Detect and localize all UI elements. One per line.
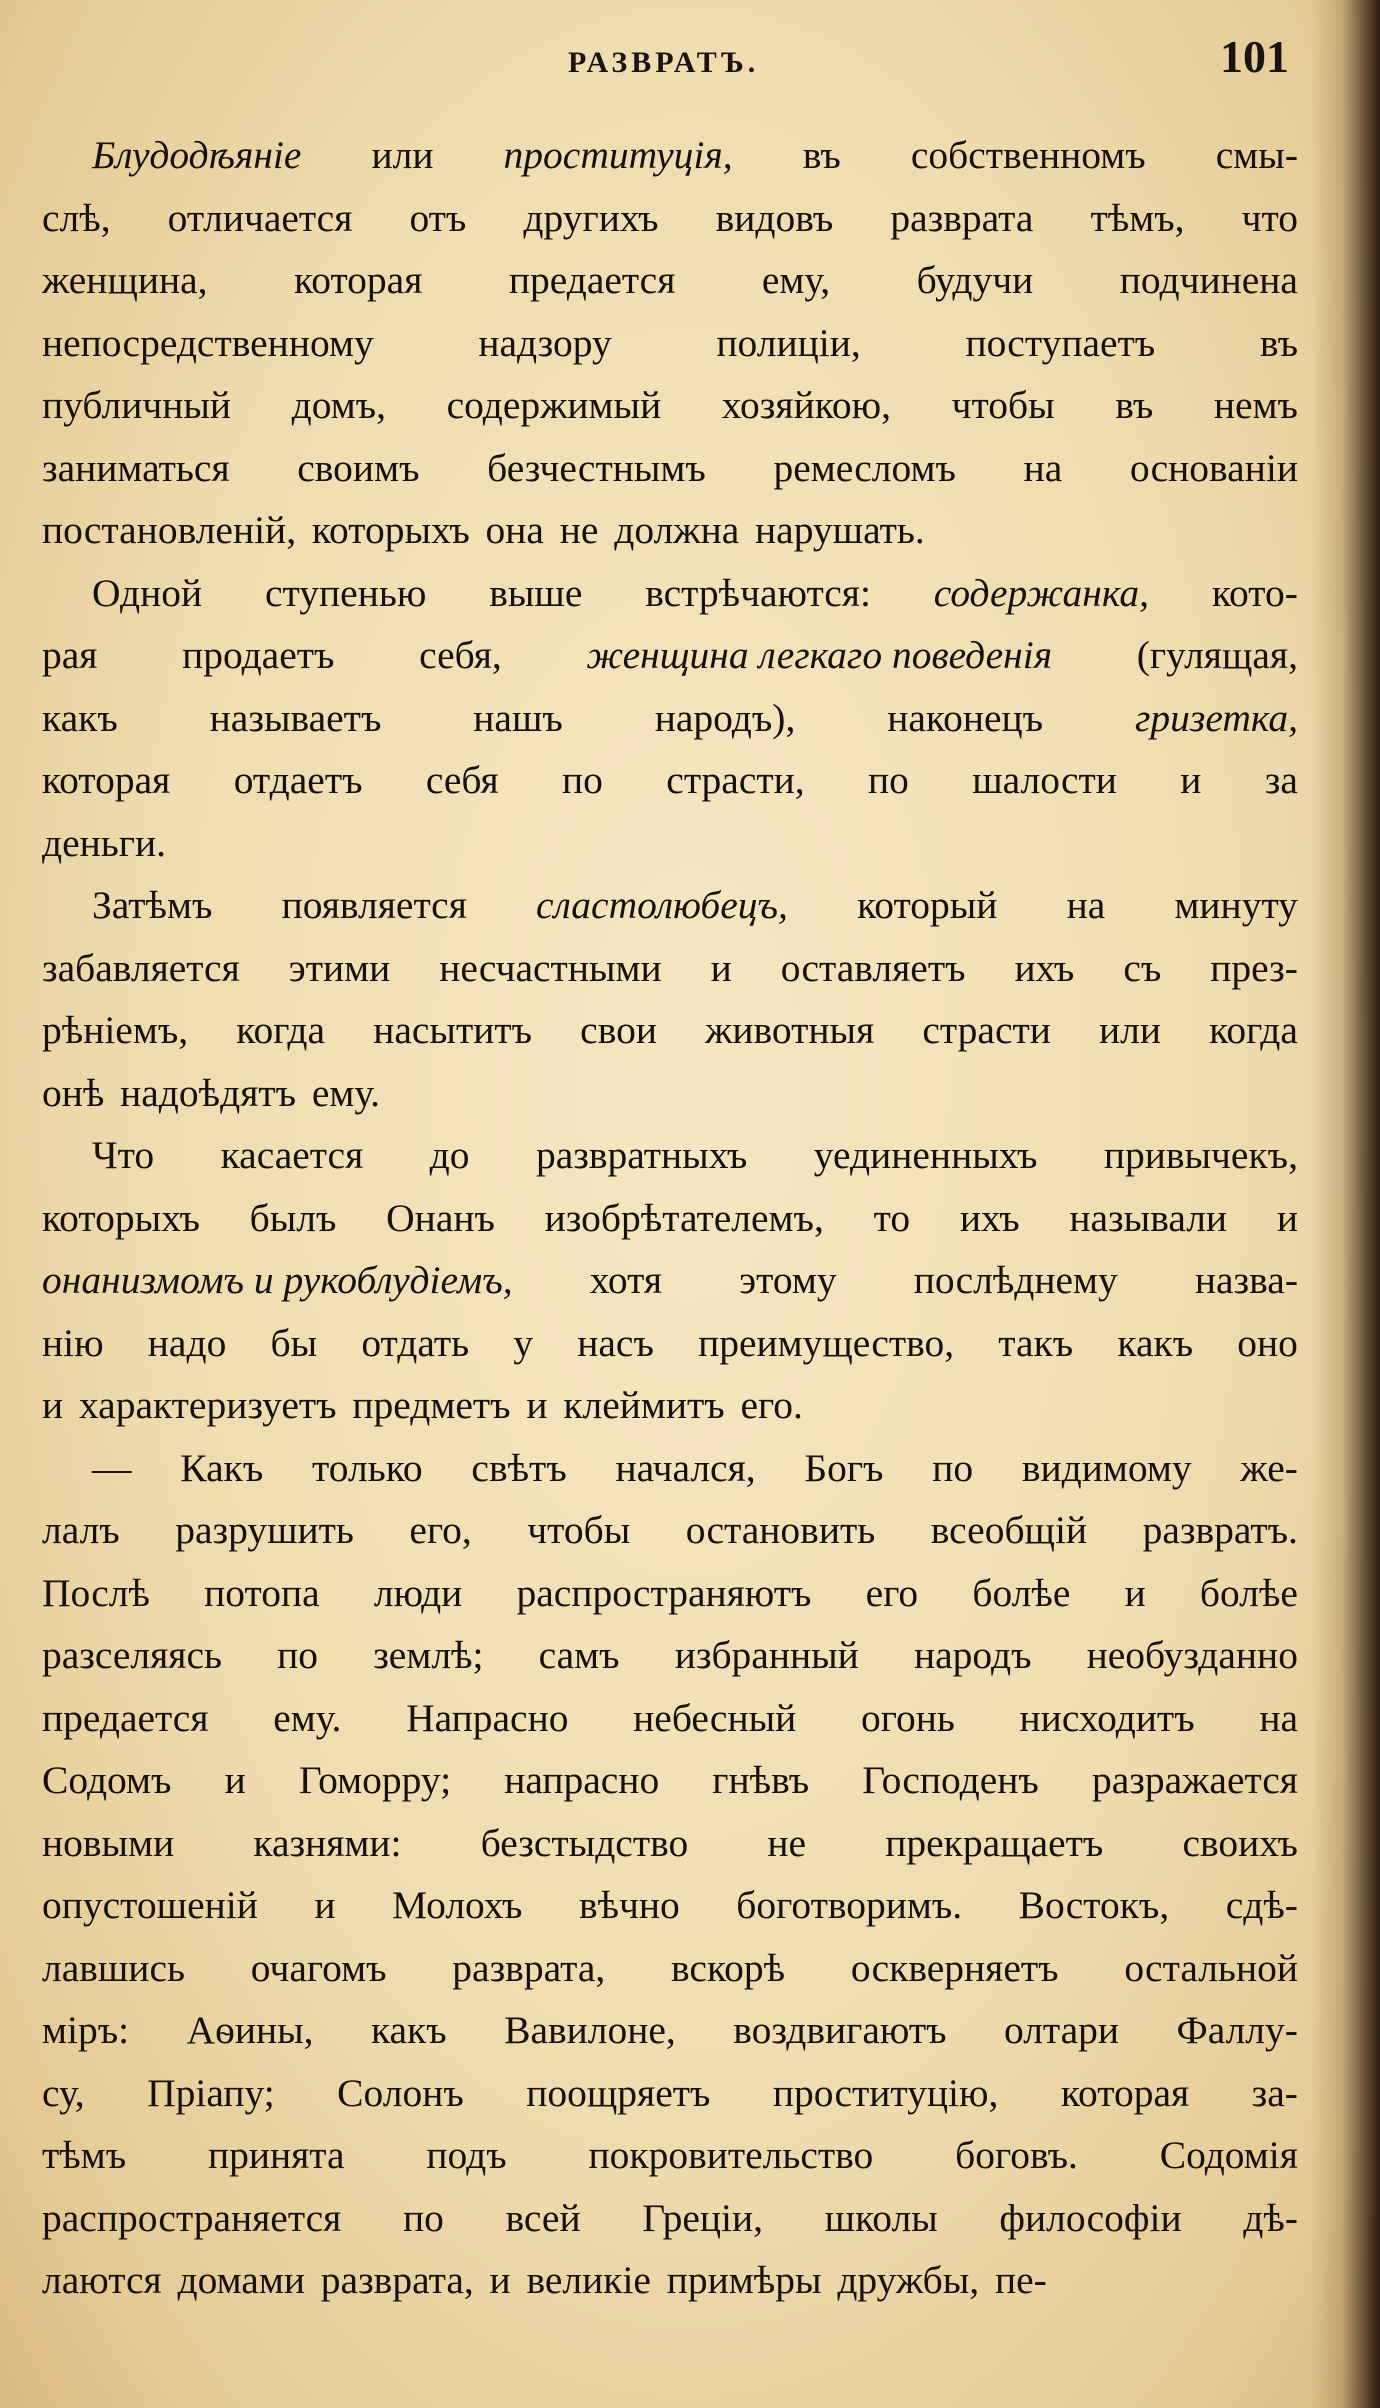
word: распространяютъ bbox=[516, 1570, 812, 1615]
word: напрасно bbox=[504, 1758, 660, 1802]
word: Послѣ bbox=[42, 1570, 150, 1615]
word: хозяйкою, bbox=[721, 383, 892, 427]
text-line bbox=[42, 2249, 1298, 2312]
word: должна bbox=[614, 508, 740, 552]
paragraph bbox=[42, 562, 1298, 875]
word: по bbox=[277, 1633, 319, 1677]
word: преимущество, bbox=[698, 1320, 955, 1365]
word: какъ bbox=[1117, 1320, 1194, 1365]
word: ему. bbox=[273, 1695, 342, 1740]
word: люди bbox=[373, 1570, 463, 1615]
word: воздвигаютъ bbox=[733, 2008, 947, 2052]
word: предается bbox=[508, 258, 676, 302]
word: его bbox=[865, 1570, 919, 1615]
word: избранный bbox=[674, 1633, 859, 1677]
word: распространяется bbox=[42, 2195, 342, 2240]
paragraph bbox=[42, 124, 1298, 562]
word: публичный bbox=[42, 383, 232, 427]
text-line bbox=[42, 2124, 1298, 2187]
italic-term: сластолюбецъ, bbox=[536, 883, 788, 927]
word: что bbox=[1241, 195, 1298, 240]
text-line bbox=[42, 1437, 1298, 1500]
text-line bbox=[42, 937, 1298, 1000]
text-line bbox=[42, 2187, 1298, 2250]
word: отдаетъ bbox=[233, 758, 363, 802]
word: необузданно bbox=[1086, 1633, 1298, 1677]
word: надо bbox=[147, 1320, 227, 1365]
word: насъ bbox=[577, 1320, 654, 1365]
text-line bbox=[42, 1562, 1298, 1625]
word: уединенныхъ bbox=[813, 1133, 1038, 1177]
word: своимъ bbox=[297, 445, 420, 490]
word: немъ bbox=[1213, 383, 1298, 427]
word: поступаетъ bbox=[965, 320, 1156, 365]
word: Богъ bbox=[804, 1445, 884, 1490]
page-edge-shadow bbox=[1310, 0, 1380, 2408]
word: себя, bbox=[419, 633, 502, 677]
word: своихъ bbox=[1182, 1820, 1298, 1865]
word: тѣмъ, bbox=[1090, 195, 1185, 240]
text-line bbox=[42, 1249, 1298, 1312]
word: ему, bbox=[761, 258, 831, 302]
text-line bbox=[42, 187, 1298, 250]
word: покровительство bbox=[588, 2133, 874, 2177]
word: олтари bbox=[1003, 2008, 1120, 2052]
word: казнями: bbox=[253, 1820, 402, 1865]
italic-term: онанизмомъ и рукоблудіемъ, bbox=[42, 1258, 513, 1302]
word: предметъ bbox=[352, 1383, 511, 1427]
word: през- bbox=[1210, 945, 1298, 990]
word: на bbox=[1066, 883, 1106, 927]
word: Молохъ bbox=[391, 1883, 523, 1927]
word: же- bbox=[1240, 1445, 1298, 1490]
word: лавшись bbox=[42, 1945, 185, 1990]
word: боговъ. bbox=[955, 2133, 1078, 2177]
word: по bbox=[932, 1445, 974, 1490]
word: Гоморру; bbox=[298, 1758, 452, 1802]
word: боготворимъ. bbox=[736, 1883, 963, 1927]
word: насытитъ bbox=[373, 1008, 533, 1052]
word: этому bbox=[739, 1258, 837, 1302]
word: нію bbox=[42, 1320, 104, 1365]
word: дѣ- bbox=[1243, 2195, 1298, 2240]
word: страсти bbox=[922, 1008, 1051, 1052]
word: какъ bbox=[42, 695, 118, 740]
text-line bbox=[42, 1812, 1298, 1875]
word: безчестнымъ bbox=[487, 445, 706, 490]
text-line bbox=[42, 1874, 1298, 1937]
word: изобрѣтателемъ, bbox=[544, 1195, 824, 1240]
word: разселяясь bbox=[42, 1633, 223, 1677]
word: потопа bbox=[204, 1570, 320, 1615]
word: небесный bbox=[633, 1695, 797, 1740]
text-line bbox=[42, 999, 1298, 1062]
word: его. bbox=[740, 1383, 803, 1427]
word: заниматься bbox=[42, 445, 230, 490]
italic-term: содержанка, bbox=[933, 570, 1150, 615]
word: отличается bbox=[167, 195, 353, 240]
word: нарушать. bbox=[755, 508, 925, 552]
word: Содомъ bbox=[42, 1758, 172, 1802]
word: міръ: bbox=[42, 2008, 130, 2052]
text-line bbox=[42, 874, 1298, 937]
word: Солонъ bbox=[337, 2070, 464, 2115]
word: и bbox=[314, 1883, 336, 1927]
word: когда bbox=[236, 1008, 326, 1052]
word: съ bbox=[1123, 945, 1162, 990]
word: рая bbox=[42, 633, 98, 677]
word: и bbox=[710, 945, 732, 990]
word: великіе bbox=[526, 2258, 651, 2302]
word: она bbox=[485, 508, 544, 552]
word: землѣ; bbox=[373, 1633, 484, 1677]
word: чтобы bbox=[951, 383, 1055, 427]
word: касается bbox=[220, 1133, 364, 1177]
text-line bbox=[42, 562, 1298, 625]
word: — bbox=[92, 1445, 132, 1490]
word: видимому bbox=[1021, 1445, 1192, 1490]
word: бы bbox=[270, 1320, 318, 1365]
word: дружбы, bbox=[837, 2258, 980, 2302]
word: привычекъ, bbox=[1103, 1133, 1298, 1177]
word: до bbox=[429, 1133, 470, 1177]
word: оставляетъ bbox=[780, 945, 966, 990]
text-line bbox=[42, 124, 1298, 187]
word: Одной bbox=[92, 570, 203, 615]
word: какъ bbox=[370, 2008, 447, 2052]
word: на bbox=[1259, 1695, 1298, 1740]
word: непосредственному bbox=[42, 320, 374, 365]
word: оно bbox=[1237, 1320, 1298, 1365]
word: полиціи, bbox=[716, 320, 861, 365]
text-line bbox=[42, 1749, 1298, 1812]
word: надзору bbox=[478, 320, 612, 365]
word: минуту bbox=[1174, 883, 1298, 927]
word: за bbox=[1264, 758, 1298, 802]
word: надоѣдятъ bbox=[120, 1070, 297, 1115]
word: свои bbox=[580, 1008, 657, 1052]
word: болѣе bbox=[1199, 1570, 1298, 1615]
word: ихъ bbox=[959, 1195, 1020, 1240]
word: женщина, bbox=[42, 258, 208, 302]
word: страсти, bbox=[666, 758, 805, 802]
word: тѣмъ bbox=[42, 2133, 127, 2177]
word: вѣчно bbox=[578, 1883, 680, 1927]
word: содержимый bbox=[446, 383, 662, 427]
word: по bbox=[868, 758, 909, 802]
word: домъ, bbox=[291, 383, 386, 427]
word: животныя bbox=[705, 1008, 875, 1052]
word: лалъ bbox=[42, 1508, 120, 1552]
italic-term: проституція, bbox=[503, 133, 733, 177]
word: и bbox=[1180, 758, 1202, 802]
word: болѣе bbox=[972, 1570, 1071, 1615]
italic-term: женщина легкаго поведенія bbox=[586, 633, 1053, 677]
word: Онанъ bbox=[386, 1195, 495, 1240]
word: которыхъ bbox=[42, 1195, 200, 1240]
word: такъ bbox=[998, 1320, 1074, 1365]
text-line bbox=[42, 1499, 1298, 1562]
text-line bbox=[42, 499, 1298, 562]
word: Фаллу- bbox=[1176, 2008, 1298, 2052]
word: назва- bbox=[1194, 1258, 1298, 1302]
text-line bbox=[42, 1187, 1298, 1250]
text-line bbox=[42, 312, 1298, 375]
word: хотя bbox=[589, 1258, 663, 1302]
word: смы- bbox=[1215, 133, 1298, 177]
word: опустошеній bbox=[42, 1883, 258, 1927]
word: Востокъ, bbox=[1018, 1883, 1170, 1927]
word: сдѣ- bbox=[1225, 1883, 1298, 1927]
text-line bbox=[42, 1312, 1298, 1375]
text-line bbox=[42, 687, 1298, 750]
word: не bbox=[767, 1820, 807, 1865]
word: несчастными bbox=[439, 945, 662, 990]
word: Напрасно bbox=[406, 1695, 569, 1740]
word: лаются bbox=[42, 2258, 162, 2302]
word: разврата, bbox=[452, 1945, 606, 1990]
word: себя bbox=[425, 758, 499, 802]
word: которая bbox=[42, 758, 171, 802]
word: подъ bbox=[426, 2133, 507, 2177]
word: которая bbox=[294, 258, 423, 302]
word: по bbox=[402, 2195, 444, 2240]
word: принята bbox=[207, 2133, 345, 2177]
word: чтобы bbox=[527, 1508, 631, 1552]
word: самъ bbox=[538, 1633, 620, 1677]
word: и bbox=[224, 1758, 246, 1802]
word: характеризуетъ bbox=[78, 1383, 337, 1427]
word: подчинена bbox=[1119, 258, 1298, 302]
word: Что bbox=[92, 1133, 155, 1177]
text-line bbox=[42, 1624, 1298, 1687]
word: основаніи bbox=[1129, 445, 1298, 490]
word: разврата bbox=[890, 195, 1034, 240]
word: былъ bbox=[249, 1195, 337, 1240]
text-line bbox=[42, 1999, 1298, 2062]
running-title: РАЗВРАТЪ. bbox=[568, 46, 760, 79]
paragraph bbox=[42, 874, 1298, 1124]
paragraph bbox=[42, 1124, 1298, 1437]
word: вскорѣ bbox=[671, 1945, 786, 1990]
word: и bbox=[526, 1383, 548, 1427]
word: встрѣчаются: bbox=[645, 570, 871, 615]
word: отдать bbox=[361, 1320, 470, 1365]
text-line bbox=[42, 812, 1298, 875]
word: и bbox=[1276, 1195, 1298, 1240]
word: выше bbox=[489, 570, 583, 615]
word: проституцію, bbox=[772, 2070, 999, 2115]
word: наконецъ bbox=[887, 695, 1044, 740]
text-line bbox=[42, 437, 1298, 500]
word: который bbox=[857, 883, 998, 927]
word: огонь bbox=[860, 1695, 955, 1740]
text-line bbox=[42, 749, 1298, 812]
word: въ bbox=[802, 133, 841, 177]
text-line bbox=[42, 1937, 1298, 2000]
word: Содомія bbox=[1159, 2133, 1298, 2177]
word: только bbox=[312, 1445, 423, 1490]
word: народъ), bbox=[654, 695, 796, 740]
word: ихъ bbox=[1014, 945, 1075, 990]
word: слѣ, bbox=[42, 195, 111, 240]
word: разражается bbox=[1091, 1758, 1298, 1802]
body-text bbox=[42, 124, 1298, 2312]
word: пе- bbox=[994, 2258, 1047, 2302]
word: домами bbox=[177, 2258, 305, 2302]
word: называетъ bbox=[209, 695, 382, 740]
word: ступенью bbox=[265, 570, 427, 615]
page-header bbox=[0, 30, 1300, 90]
word: или bbox=[1099, 1008, 1162, 1052]
text-line bbox=[42, 1374, 1298, 1437]
word: развратъ. bbox=[1142, 1508, 1298, 1552]
page-number: 101 bbox=[1220, 31, 1289, 82]
word: свѣтъ bbox=[471, 1445, 567, 1490]
word: развратныхъ bbox=[535, 1133, 748, 1177]
word: нашъ bbox=[473, 695, 563, 740]
text-line bbox=[42, 2062, 1298, 2125]
word: онѣ bbox=[42, 1070, 105, 1115]
word: ему. bbox=[311, 1070, 381, 1115]
word: Затѣмъ bbox=[92, 883, 213, 927]
word: рѣніемъ, bbox=[42, 1008, 189, 1052]
word: будучи bbox=[916, 258, 1034, 302]
word: на bbox=[1023, 445, 1063, 490]
word: Какъ bbox=[180, 1445, 264, 1490]
text-line bbox=[42, 1062, 1298, 1125]
word: безстыдство bbox=[480, 1820, 689, 1865]
word: Вавилоне, bbox=[504, 2008, 676, 2052]
word: забавляется bbox=[42, 945, 240, 990]
word: су, bbox=[42, 2070, 85, 2115]
word: (гулящая, bbox=[1136, 633, 1298, 677]
word: прекращаетъ bbox=[885, 1820, 1104, 1865]
word: ремесломъ bbox=[773, 445, 956, 490]
word: клеймитъ bbox=[563, 1383, 725, 1427]
word: которыхъ bbox=[311, 508, 470, 552]
word: Греціи, bbox=[642, 2195, 764, 2240]
word: поощряетъ bbox=[526, 2070, 711, 2115]
word: которая bbox=[1060, 2070, 1190, 2115]
word: его, bbox=[409, 1508, 472, 1552]
word: Господенъ bbox=[862, 1758, 1039, 1802]
word: остальной bbox=[1124, 1945, 1298, 1990]
word: и bbox=[1124, 1570, 1146, 1615]
word: другихъ bbox=[523, 195, 659, 240]
word: кото- bbox=[1211, 570, 1298, 615]
word: начался, bbox=[615, 1445, 756, 1490]
word: за- bbox=[1251, 2070, 1298, 2115]
word: гнѣвъ bbox=[712, 1758, 810, 1802]
text-line bbox=[42, 1687, 1298, 1750]
italic-term: гризетка, bbox=[1135, 695, 1298, 740]
word: этими bbox=[288, 945, 391, 990]
word: всей bbox=[505, 2195, 581, 2240]
word: и bbox=[42, 1383, 64, 1427]
word: собственномъ bbox=[910, 133, 1146, 177]
word: называли bbox=[1069, 1195, 1228, 1240]
italic-term: Блудодѣяніе bbox=[92, 133, 302, 177]
word: по bbox=[562, 758, 603, 802]
word: и bbox=[489, 2258, 511, 2302]
paragraph bbox=[42, 1437, 1298, 2312]
word: примѣры bbox=[666, 2258, 822, 2302]
word: новыми bbox=[42, 1820, 175, 1865]
text-line bbox=[42, 374, 1298, 437]
word: видовъ bbox=[715, 195, 834, 240]
word: или bbox=[371, 133, 434, 177]
word: всеобщій bbox=[930, 1508, 1088, 1552]
word: деньги. bbox=[42, 820, 166, 865]
word: въ bbox=[1259, 320, 1298, 365]
text-line bbox=[42, 249, 1298, 312]
word: остановить bbox=[685, 1508, 876, 1552]
text-line bbox=[42, 1124, 1298, 1187]
word: народъ bbox=[913, 1633, 1032, 1677]
word: въ bbox=[1115, 383, 1154, 427]
word: школы bbox=[824, 2195, 938, 2240]
word: продаетъ bbox=[182, 633, 335, 677]
word: постановленій, bbox=[42, 508, 297, 552]
word: у bbox=[513, 1320, 534, 1365]
word: разврата, bbox=[320, 2258, 474, 2302]
word: появляется bbox=[281, 883, 467, 927]
word: шалости bbox=[972, 758, 1117, 802]
word: предается bbox=[42, 1695, 209, 1740]
word: Аѳины, bbox=[186, 2008, 314, 2052]
word: то bbox=[873, 1195, 911, 1240]
word: оскверняетъ bbox=[850, 1945, 1059, 1990]
word: очагомъ bbox=[250, 1945, 387, 1990]
word: когда bbox=[1209, 1008, 1298, 1052]
word: нисходитъ bbox=[1019, 1695, 1195, 1740]
word: разрушить bbox=[175, 1508, 354, 1552]
word: философіи bbox=[999, 2195, 1182, 2240]
text-line bbox=[42, 624, 1298, 687]
word: не bbox=[559, 508, 599, 552]
word: отъ bbox=[409, 195, 467, 240]
word: послѣднему bbox=[913, 1258, 1118, 1302]
word: Пріапу; bbox=[147, 2070, 275, 2115]
